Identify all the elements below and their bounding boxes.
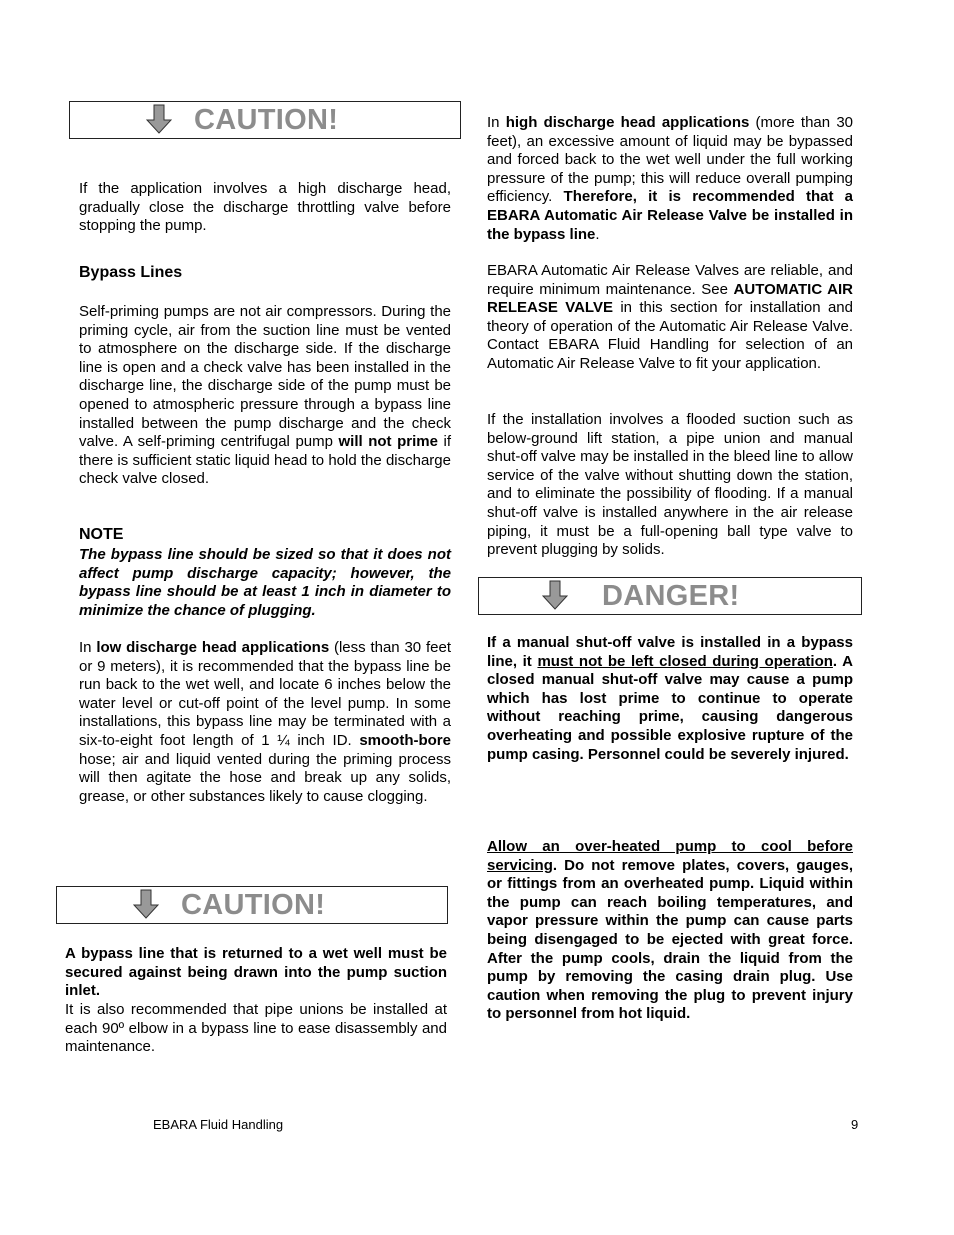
paragraph-low-discharge: In low discharge head applications (less than 30 feet or 9 meters), it is recommended that the bypass line be run back to the wet well, and locate 6 inches below the water level or cut-off point of the level pump. In some installations, this bypass line may be terminated with a six-to-eight foot length of 1 ¼ inch ID. smooth-bore hose; air and liquid vented during the priming process will then agitate the hose and break up any solids, grease, or other substances likely to cause clogging.	[79, 639, 451, 805]
caution-box-1	[69, 101, 461, 139]
paragraph-flooded-suction: If the installation involves a flooded suction such as below-ground lift station, a pipe union and manual shut-off valve may be installed in the bleed line to allow service of the valve without shutting down the station, and to eliminate the possibility of flooding. If a manual shut-off valve is installed anywhere in the air release piping, it must be a full-opening ball type valve to prevent plugging by solids.	[487, 411, 853, 559]
danger-label: DANGER!	[602, 580, 740, 612]
paragraph-air-release-valves: EBARA Automatic Air Release Valves are reliable, and require minimum maintenance. See AUTOMATIC AIR RELEASE VALVE in this section for installation and theory of operation of the Automatic Air Release Valve. Contact EBARA Fluid Handling for selection of an Automatic Air Release Valve to fit your application.	[487, 262, 853, 372]
paragraph-high-discharge: In high discharge head applications (more than 30 feet), an excessive amount of liquid may be bypassed and forced back to the wet well under the full working pressure of the pump; this will reduce overall pumping efficiency. Therefore, it is recommended that a EBARA Automatic Air Release Valve be installed in the bypass line.	[487, 114, 853, 243]
footer-company: EBARA Fluid Handling	[153, 1117, 284, 1132]
note-heading: NOTE	[79, 526, 124, 543]
caution-bypass-secured: A bypass line that is returned to a wet well must be secured against being drawn into the pump suction inlet.	[65, 945, 447, 1000]
danger-overheated-pump: Allow an over-heated pump to cool before servicing. Do not remove plates, covers, gauges, or fittings from an overheated pump. Liquid within the pump can reach boiling temperatures, and vapor pressure within the pump can cause parts being disengaged to be ejected with great force. After the pump cools, drain the liquid from the pump by removing the casing drain plug. Use caution when removing the plug to prevent injury to personnel from hot liquid.	[487, 838, 853, 1023]
footer-page-number: 9	[851, 1117, 859, 1132]
section-heading-bypass-lines: Bypass Lines	[79, 264, 183, 281]
paragraph-self-priming: Self-priming pumps are not air compressors. During the priming cycle, air from the suction line must be vented to atmosphere on the discharge side. If the discharge line is open and a check valve has been installed in the discharge line, the discharge side of the pump must be opened to atmospheric pressure through a bypass line installed between the pump discharge and the check valve. A self-priming centrifugal pump will not prime if there is sufficient static liquid head to hold the discharge check valve closed.	[79, 303, 451, 488]
caution-label: CAUTION!	[194, 104, 339, 136]
danger-shutoff-valve: If a manual shut-off valve is installed in a bypass line, it must not be left closed during operation. A closed manual shut-off valve may cause a pump which has lost prime to continue to operate without reaching prime, causing dangerous overheating and possible explosive rupture of the pump casing. Personnel could be severely injured.	[487, 634, 853, 763]
down-arrow-icon	[133, 889, 159, 919]
danger-box	[478, 577, 862, 615]
note-body: The bypass line should be sized so that it does not affect pump discharge capacity; however, the bypass line should be at least 1 inch in diameter to minimize the chance of plugging.	[79, 546, 451, 619]
caution-box-2	[56, 886, 448, 924]
paragraph-discharge-head: If the application involves a high discharge head, gradually close the discharge throttling valve before stopping the pump.	[79, 180, 451, 235]
down-arrow-icon	[542, 580, 568, 610]
down-arrow-icon	[146, 104, 172, 134]
paragraph-pipe-unions: It is also recommended that pipe unions be installed at each 90º elbow in a bypass line to ease disassembly and maintenance.	[65, 1001, 447, 1056]
caution-label: CAUTION!	[181, 889, 326, 921]
